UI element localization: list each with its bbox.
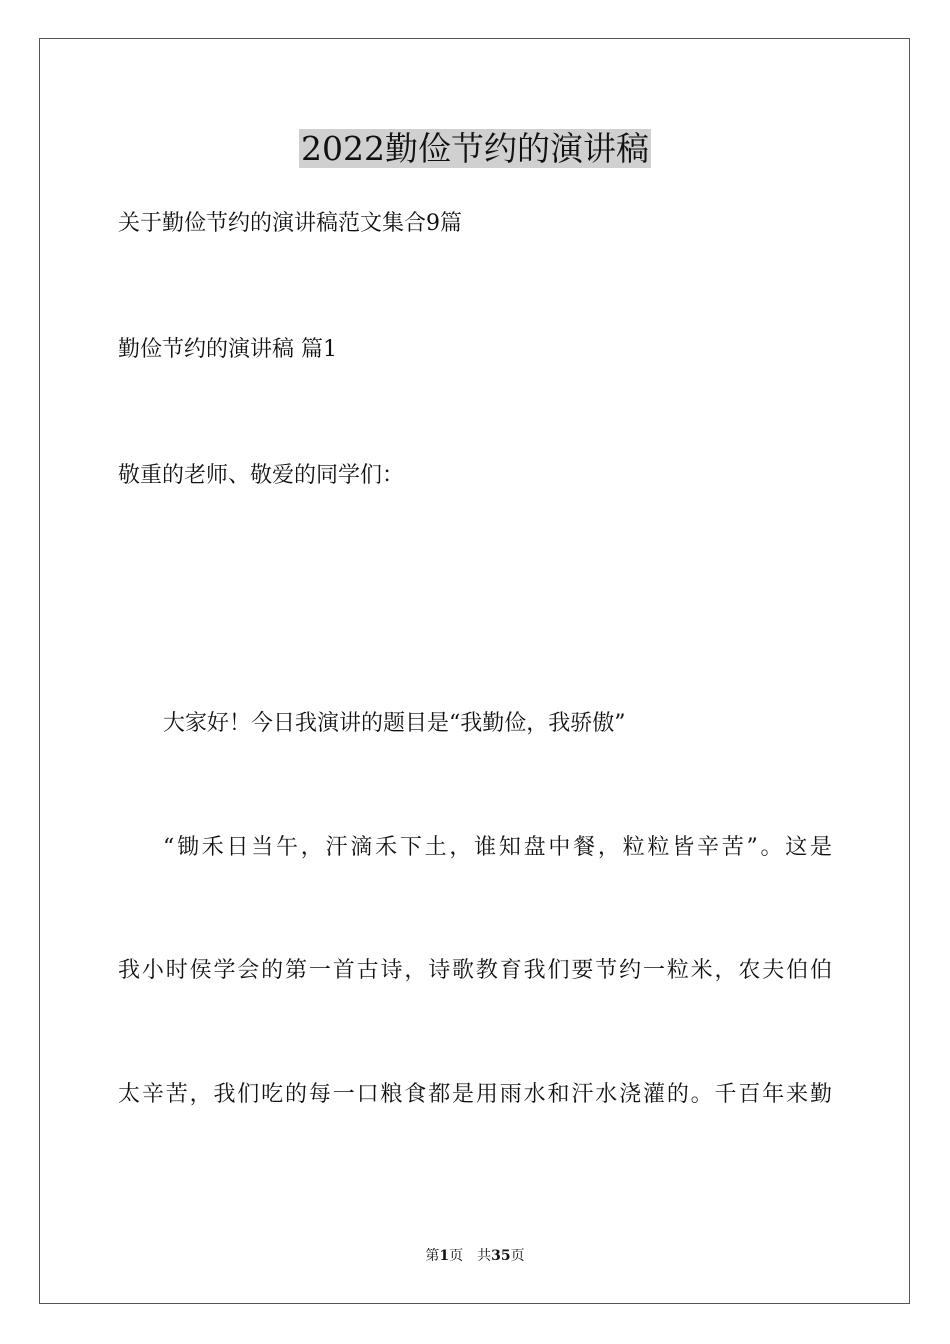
greeting: 敬重的老师、敬爱的同学们：: [118, 463, 405, 488]
footer-total-pages: 35: [491, 1248, 511, 1264]
document-title: [0, 128, 950, 170]
section-heading: 勤俭节约的演讲稿 篇1: [118, 337, 337, 362]
footer-page-suffix: 页: [449, 1248, 464, 1264]
paragraph-2-line-3: 太辛苦，我们吃的每一口粮食都是用雨水和汗水浇灌的。千百年来勤: [118, 1082, 832, 1107]
footer-total-suffix: 页: [510, 1248, 525, 1264]
paragraph-2-line-2: 我小时侯学会的第一首古诗，诗歌教育我们要节约一粒米，农夫伯伯: [118, 958, 832, 983]
paragraph-1: 大家好！今日我演讲的题目是“我勤俭，我骄傲”: [163, 711, 626, 736]
footer-page-prefix: 第: [425, 1248, 440, 1264]
footer-total-prefix: 共: [477, 1248, 492, 1264]
paragraph-2-line-1: “锄禾日当午，汗滴禾下土，谁知盘中餐，粒粒皆辛苦”。这是: [163, 835, 832, 860]
title-text: 2022勤俭节约的演讲稿: [301, 129, 649, 168]
footer-page-number: 1: [439, 1248, 450, 1264]
subtitle: 关于勤俭节约的演讲稿范文集合9篇: [118, 211, 462, 236]
page-footer: [0, 1246, 950, 1266]
